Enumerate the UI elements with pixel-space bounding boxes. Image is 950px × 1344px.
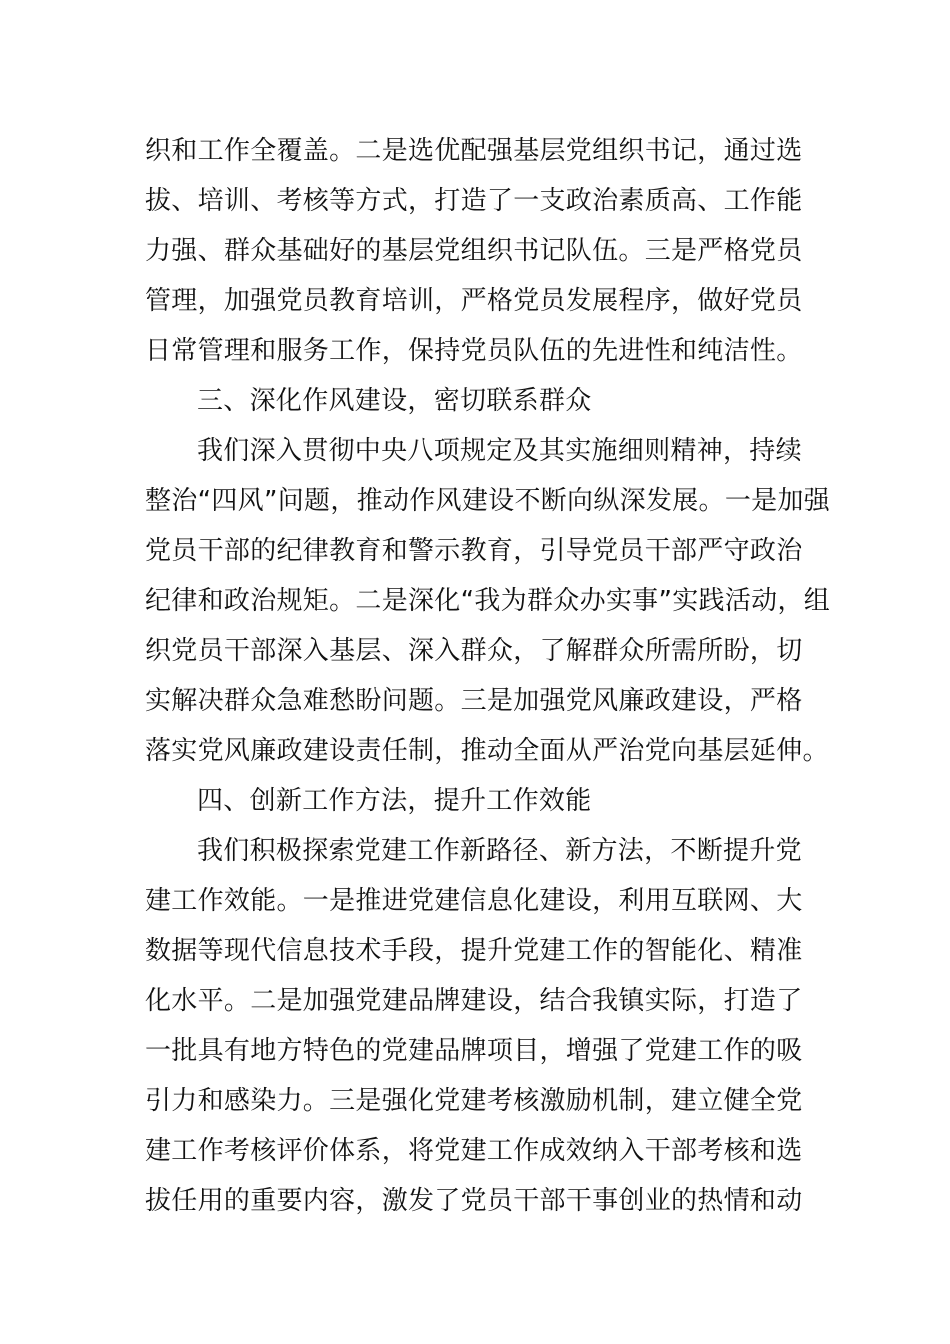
- text-line: 日常管理和服务工作，保持党员队伍的先进性和纯洁性。: [145, 336, 803, 366]
- text-line: 化水平。二是加强党建品牌建设，结合我镇实际，打造了: [145, 986, 803, 1016]
- text-line: 力强、群众基础好的基层党组织书记队伍。三是严格党员: [145, 236, 803, 266]
- text-line: 拔任用的重要内容，激发了党员干部干事创业的热情和动: [145, 1186, 803, 1216]
- paragraph-first-line: 我们深入贯彻中央八项规定及其实施细则精神，持续: [197, 436, 802, 466]
- section-heading: 三、深化作风建设，密切联系群众: [197, 386, 592, 416]
- text-line: 拔、培训、考核等方式，打造了一支政治素质高、工作能: [145, 186, 803, 216]
- paragraph-first-line: 我们积极探索党建工作新路径、新方法，不断提升党: [197, 836, 802, 866]
- section-heading: 四、创新工作方法，提升工作效能: [197, 786, 592, 816]
- text-line: 党员干部的纪律教育和警示教育，引导党员干部严守政治: [145, 536, 803, 566]
- text-line: 建工作效能。一是推进党建信息化建设，利用互联网、大: [145, 886, 803, 916]
- text-line: 管理，加强党员教育培训，严格党员发展程序，做好党员: [145, 286, 803, 316]
- text-line: 引力和感染力。三是强化党建考核激励机制，建立健全党: [145, 1086, 803, 1116]
- text-line: 数据等现代信息技术手段，提升党建工作的智能化、精准: [145, 936, 803, 966]
- text-line: 落实党风廉政建设责任制，推动全面从严治党向基层延伸。: [145, 736, 829, 766]
- text-line: 一批具有地方特色的党建品牌项目，增强了党建工作的吸: [145, 1036, 803, 1066]
- text-line: 建工作考核评价体系，将党建工作成效纳入干部考核和选: [145, 1136, 803, 1166]
- text-line: 实解决群众急难愁盼问题。三是加强党风廉政建设，严格: [145, 686, 803, 716]
- document-body: [145, 126, 831, 1226]
- text-line: 整治“四风”问题，推动作风建设不断向纵深发展。一是加强: [145, 486, 831, 516]
- text-line: 织党员干部深入基层、深入群众，了解群众所需所盼，切: [145, 636, 803, 666]
- text-line: 织和工作全覆盖。二是选优配强基层党组织书记，通过选: [145, 136, 803, 166]
- text-line: 纪律和政治规矩。二是深化“我为群众办实事”实践活动，组: [145, 586, 831, 616]
